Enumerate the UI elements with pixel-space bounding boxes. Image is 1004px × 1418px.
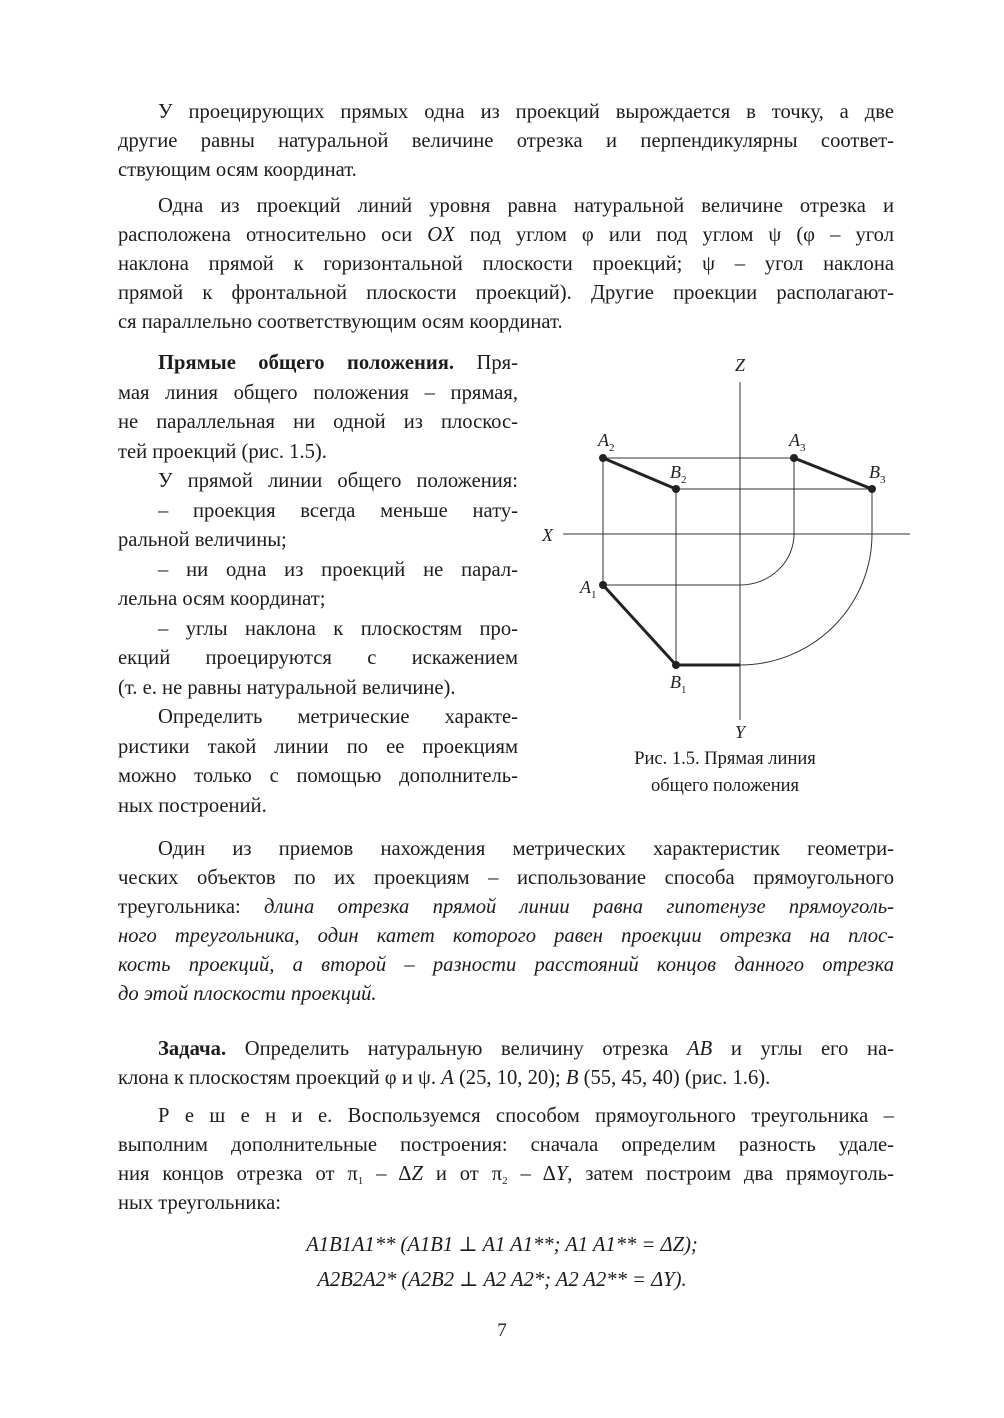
page-number: 7 — [497, 1320, 507, 1341]
solution-label: Р е ш е н и е. — [158, 1105, 333, 1127]
text-line: ного треугольника, один катет которого равен проекции отрезка на плос- — [118, 925, 894, 947]
text-line: ных построений. — [118, 794, 267, 817]
point-b2 — [672, 485, 680, 493]
text-line: Прямые общего положения. Пря- — [158, 352, 519, 374]
label-b3: $B_3$ — [869, 462, 886, 486]
text-line: – ни одна из проекций не парал- — [158, 558, 518, 581]
paragraph-general-lines — [118, 349, 518, 821]
paragraph-solution — [118, 1102, 894, 1218]
paragraph-right-triangle-method — [118, 835, 894, 1009]
label-x: X — [542, 525, 553, 545]
projection-diagram — [530, 345, 930, 745]
text-line: тей проекций (рис. 1.5). — [118, 440, 327, 463]
text-line: ния концов отрезка от $\pi_1$ – ΔZ и от $\pi_2$ – ΔY, затем построим два прямоуголь- — [118, 1163, 894, 1187]
formula-triangle-2: A2B2A2* (A2B2 ⊥ A2 A2*; A2 A2** = ΔY). — [317, 1269, 687, 1291]
text-line: Один из приемов нахождения метрических характеристик геометри- — [158, 838, 894, 860]
point-a1 — [599, 581, 607, 589]
text-line: Р е ш е н и е. Воспользуемся способом прямоугольного треугольника – — [158, 1105, 894, 1127]
text-line: екций проецируются с искажением — [118, 647, 518, 669]
text-line: – углы наклона к плоскостям про- — [158, 617, 518, 640]
text-line: Одна из проекций линий уровня равна натуральной величине отрезка и — [158, 195, 894, 217]
text-line: ся параллельно соответствующим осям координат. — [118, 311, 563, 333]
text-line: не параллельная ни одной из плоскос- — [118, 411, 518, 433]
text-line: ральной величины; — [118, 529, 287, 551]
section-heading: Прямые общего положения. — [158, 352, 455, 374]
point-a2 — [599, 454, 607, 462]
label-b2: $B_2$ — [670, 462, 687, 486]
text-line: ных треугольника: — [118, 1192, 281, 1214]
text-line: У проецирующих прямых одна из проекций вырождается в точку, а две — [158, 101, 894, 123]
text-line: мая линия общего положения – прямая, — [118, 381, 518, 404]
segment-a3b3 — [794, 458, 872, 489]
text-line: выполним дополнительные построения: сначала определим разность удале- — [118, 1134, 894, 1156]
point-b3 — [868, 485, 876, 493]
text-line: кость проекций, а второй – разности расстояний концов данного отрезка — [118, 954, 894, 976]
segment-a2b2 — [603, 458, 676, 489]
arc-large — [740, 534, 872, 665]
segment-a1b1 — [603, 585, 676, 665]
text-line: – проекция всегда меньше нату- — [158, 499, 518, 522]
label-z: Z — [735, 355, 746, 375]
text-line: другие равны натуральной величине отрезка и перпендикулярны соответ- — [118, 130, 894, 152]
text-line: треугольника: длина отрезка прямой линии равна гипотенузе прямоуголь- — [118, 896, 894, 918]
label-a3: $A_3$ — [789, 430, 806, 454]
task-label: Задача. — [158, 1038, 227, 1060]
point-b1 — [672, 661, 680, 669]
text-line: клона к плоскостям проекций φ и ψ. A (25, 10, 20); B (55, 45, 40) (рис. 1.6). — [118, 1067, 771, 1089]
formula-triangle-1: A1B1A1** (A1B1 ⊥ A1 A1**; A1 A1** = ΔZ); — [306, 1234, 698, 1256]
text-line: до этой плоскости проекций. — [118, 983, 377, 1005]
text-line: можно только с помощью дополнитель- — [118, 765, 518, 787]
text-line: У прямой линии общего положения: — [158, 470, 518, 492]
label-b1: $B_1$ — [670, 672, 687, 696]
text-line: Определить метрические характе- — [158, 706, 518, 728]
label-a1: $A_1$ — [580, 577, 597, 601]
text-line: прямой к фронтальной плоскости проекций). Другие проекции располагают- — [118, 282, 894, 304]
text-line: Задача. Определить натуральную величину отрезка AB и углы его на- — [158, 1038, 894, 1060]
text-line: расположена относительно оси OX под углом φ или под углом ψ (φ – угол — [118, 224, 894, 246]
label-a2: $A_2$ — [598, 430, 615, 454]
paragraph-task — [118, 1035, 894, 1093]
figure-caption: Рис. 1.5. Прямая линия общего положения — [634, 749, 816, 796]
text-line: ристики такой линии по ее проекциям — [118, 735, 518, 758]
text-line: ствующим осям координат. — [118, 159, 357, 181]
text-line: ческих объектов по их проекциям – использование способа прямоугольного — [118, 867, 894, 889]
point-a3 — [790, 454, 798, 462]
text-line: лельна осям координат; — [118, 588, 326, 610]
text-line: наклона прямой к горизонтальной плоскости проекций; ψ – угол наклона — [118, 253, 894, 275]
arc-small — [740, 534, 794, 585]
label-y: Y — [735, 722, 746, 742]
paragraph-level-lines — [118, 192, 894, 337]
text-line: (т. е. не равны натуральной величине). — [118, 676, 456, 699]
paragraph-projecting-lines — [118, 98, 894, 185]
